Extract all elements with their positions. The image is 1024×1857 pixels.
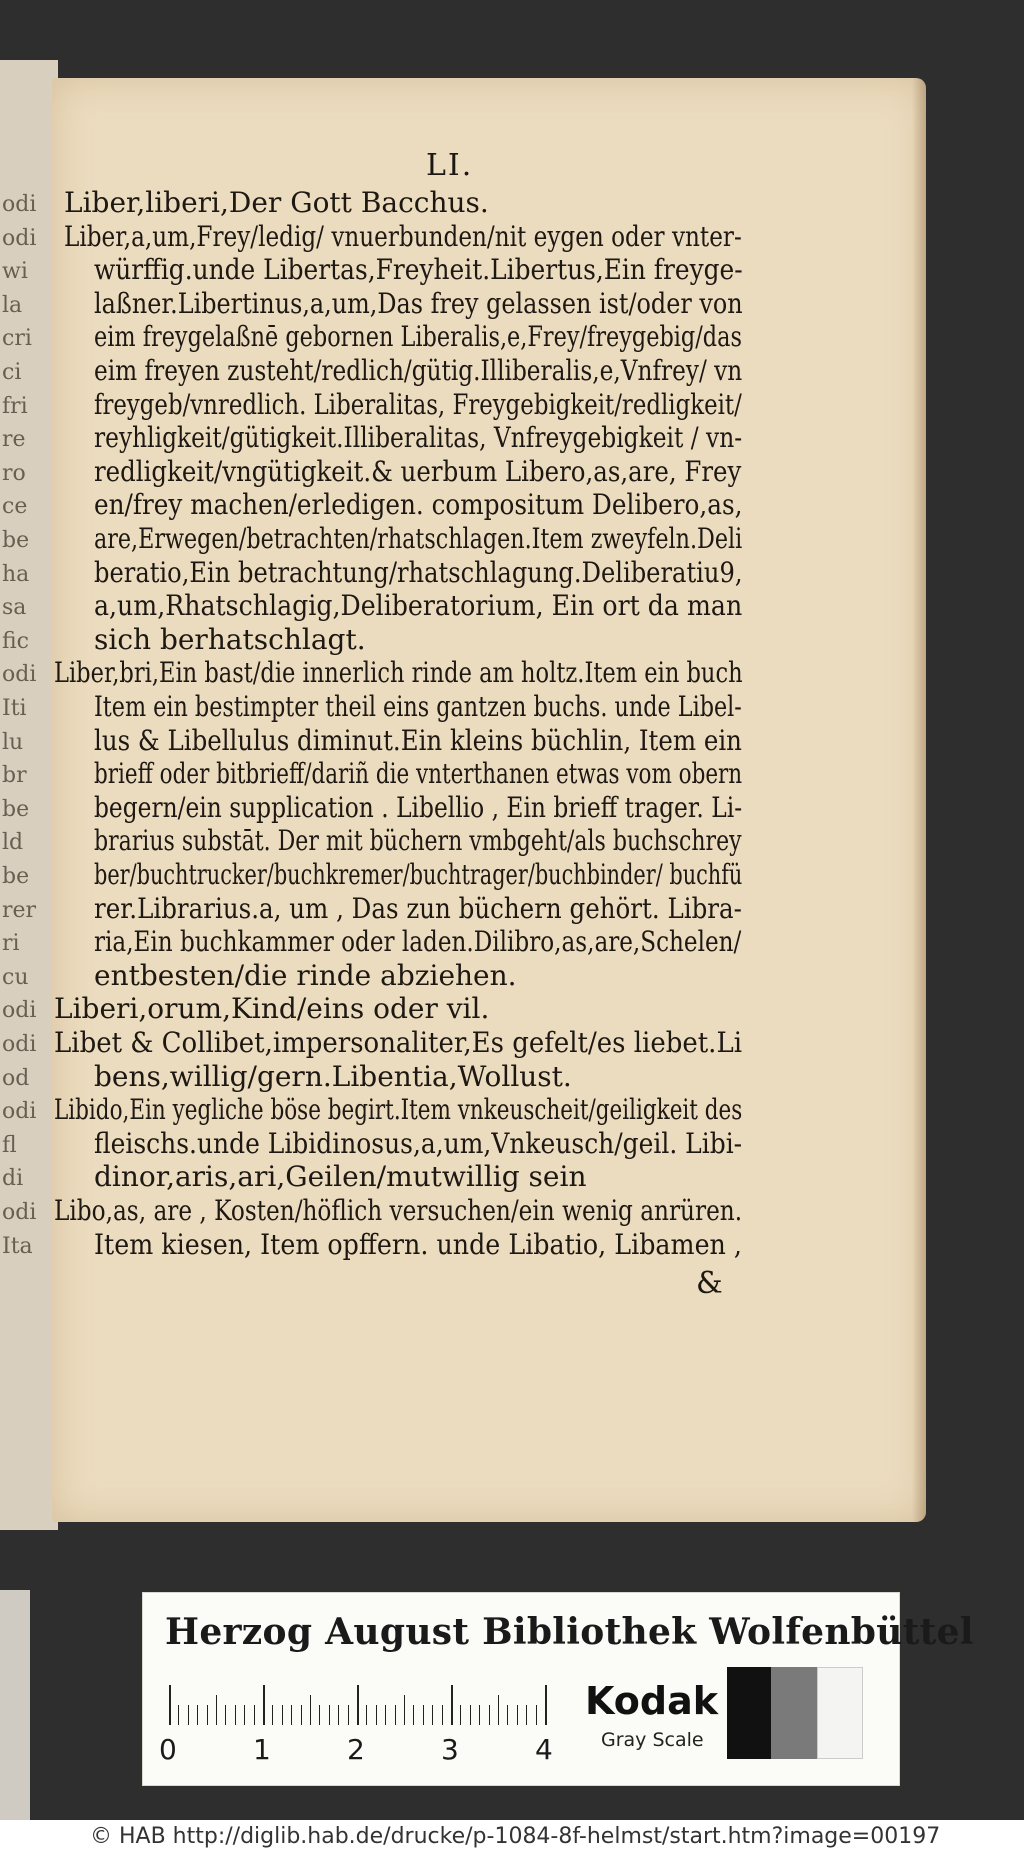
text-line: Item ein bestimpter theil eins gantzen buchs. unde Libel-: [94, 690, 742, 723]
ruler-tick: [282, 1705, 283, 1725]
text-line: laßner.Libertinus,a,um,Das frey gelassen ist/oder von: [94, 286, 743, 320]
text-line: Liber,liberi,Der Gott Bacchus.: [64, 186, 489, 219]
text-line: reyhligkeit/gütigkeit.Illiberalitas, Vnfreygebigkeit / vn-: [94, 421, 743, 455]
text-line: bens,willig/gern.Libentia,Wollust.: [94, 1059, 572, 1093]
ruler-tick: [395, 1705, 396, 1725]
text-line: ria,Ein buchkammer oder laden.Dilibro,as,are,Schelen/: [94, 925, 742, 959]
prev-page-fragment: br: [2, 763, 27, 789]
prev-page-fragment: cu: [2, 964, 29, 990]
text-line: lus & Libellulus diminut.Ein kleins büchlin, Item ein: [94, 723, 742, 757]
ruler-tick: [545, 1685, 547, 1725]
ruler-tick: [479, 1705, 480, 1725]
text-line: fleischs.unde Libidinosus,a,um,Vnkeusch/geil. Libi-: [94, 1126, 743, 1160]
ruler-number: 2: [347, 1733, 365, 1766]
ruler-tick: [197, 1705, 198, 1725]
ruler-tick: [169, 1685, 171, 1725]
previous-page-fragments: [0, 0, 52, 1580]
folio-number: LI.: [426, 148, 474, 183]
ruler-tick: [366, 1705, 367, 1725]
text-line: sich berhatschlagt.: [94, 622, 366, 656]
text-line: Liber,a,um,Frey/ledig/ vnuerbunden/nit eygen oder vnter-: [64, 219, 742, 253]
prev-page-fragment: Iti: [2, 696, 27, 721]
text-line: brarius substāt. Der mit büchern vmbgeht/als buchschrey: [94, 824, 742, 858]
ruler-tick: [188, 1705, 189, 1725]
prev-page-fragment: la: [2, 292, 23, 318]
text-line: begern/ein supplication . Libellio , Ein brieff trager. Li-: [94, 790, 743, 824]
text-line: ber/buchtrucker/buchkremer/buchtrager/buchbinder/ buchfü: [94, 858, 743, 891]
ruler-number: 4: [535, 1733, 553, 1766]
text-line: Item kiesen, Item opffern. unde Libatio, Libamen ,: [94, 1227, 742, 1261]
ruler-tick: [348, 1705, 349, 1725]
prev-page-fragment: be: [2, 864, 30, 889]
text-line: entbesten/die rinde abziehen.: [94, 958, 517, 992]
ruler-tick: [263, 1685, 265, 1725]
prev-page-fragment: odi: [2, 1099, 37, 1125]
prev-page-fragment: odi: [2, 1200, 37, 1225]
gray-swatch: [771, 1667, 817, 1759]
ruler-numbers: [159, 1733, 559, 1773]
ruler-tick: [413, 1705, 414, 1725]
book-page: [52, 78, 926, 1522]
ruler-tick: [310, 1695, 311, 1725]
color-calibration-target: [142, 1592, 974, 1786]
prev-page-fragment: fl: [2, 1132, 17, 1158]
text-line: würffig.unde Libertas,Freyheit.Libertus,Ein freyge-: [94, 253, 743, 287]
ruler-tick: [235, 1705, 236, 1725]
text-line: en/frey machen/erledigen. compositum Delibero,as,: [94, 488, 743, 522]
text-line: Libido,Ein yegliche böse begirt.Item vnkeuscheit/geiligkeit des: [54, 1093, 743, 1127]
ruler-tick: [376, 1705, 377, 1725]
ruler-tick: [301, 1705, 302, 1725]
text-line: eim freyen zusteht/redlich/gütig.Illiberalis,e,Vnfrey/ vn: [94, 354, 743, 387]
ruler-tick: [225, 1705, 226, 1725]
prev-page-fragment: odi: [2, 998, 37, 1024]
prev-page-fragment: re: [2, 427, 26, 453]
text-line: Libo,as, are , Kosten/höflich versuchen/ein wenig anrüren.: [54, 1194, 743, 1227]
footer-bar: [0, 1820, 1024, 1857]
prev-page-fragment: odi: [2, 1032, 37, 1057]
prev-page-fragment: odi: [2, 192, 37, 217]
ruler-tick: [291, 1705, 292, 1725]
prev-page-fragment: ld: [2, 830, 24, 856]
text-line: are,Erwegen/betrachten/rhatschlagen.Item zweyfeln.Deli: [94, 522, 743, 555]
prev-page-fragment: od: [2, 1065, 30, 1091]
prev-page-fragment: cri: [2, 326, 32, 352]
prev-page-fragment: Ita: [2, 1233, 33, 1259]
ruler-tick: [470, 1705, 471, 1725]
ruler-tick: [423, 1705, 424, 1725]
prev-page-fragment: lu: [2, 729, 24, 755]
black-swatch: [727, 1667, 771, 1759]
ruler-number: 0: [159, 1733, 177, 1766]
prev-page-fragment: be: [2, 796, 30, 822]
ruler-tick: [272, 1705, 273, 1725]
text-line: Liber,bri,Ein bast/die innerlich rinde am holtz.Item ein buch: [54, 656, 743, 690]
prev-page-fragment: be: [2, 528, 30, 553]
ruler-tick: [451, 1685, 453, 1725]
ruler-tick: [244, 1705, 245, 1725]
ruler-tick: [442, 1705, 443, 1725]
ruler-tick: [216, 1695, 217, 1725]
text-line: Libet & Collibet,impersonaliter,Es gefelt/es liebet.Li: [54, 1026, 743, 1059]
ruler-tick: [498, 1695, 499, 1725]
ruler-tick: [178, 1705, 179, 1725]
ruler-tick: [404, 1695, 405, 1725]
ruler-tick: [329, 1705, 330, 1725]
copyright-url: © HAB http://diglib.hab.de/drucke/p-1084-8f-helmst/start.htm?image=00197: [90, 1824, 941, 1849]
ruler-tick: [319, 1705, 320, 1725]
kodak-logo: Kodak: [585, 1679, 718, 1723]
ruler-tick: [517, 1705, 518, 1725]
ruler-scale: [169, 1685, 549, 1725]
ruler-tick: [489, 1705, 490, 1725]
page-curl-edge: [0, 1590, 30, 1820]
gray-scale-label: Gray Scale: [601, 1729, 704, 1751]
library-name: Herzog August Bibliothek Wolfenbüttel: [165, 1611, 974, 1653]
prev-page-fragment: odi: [2, 225, 37, 251]
prev-page-fragment: ci: [2, 360, 22, 385]
text-line: a,um,Rhatschlagig,Deliberatorium, Ein ort da man: [94, 589, 743, 623]
ruler-tick: [526, 1705, 527, 1725]
prev-page-fragment: di: [2, 1166, 24, 1192]
ruler-tick: [507, 1705, 508, 1725]
ruler-number: 3: [441, 1733, 459, 1766]
ruler-tick: [460, 1705, 461, 1725]
text-line: brieff oder bitbrieff/dariñ die vnterthanen etwas vom obern: [94, 757, 743, 791]
prev-page-fragment: ce: [2, 494, 28, 520]
prev-page-fragment: ha: [2, 561, 30, 587]
text-line: eim freygelaßnē gebornen Liberalis,e,Frey/freygebig/das: [94, 320, 742, 354]
prev-page-fragment: odi: [2, 662, 37, 688]
prev-page-fragment: ro: [2, 460, 26, 486]
text-line: dinor,aris,ari,Geilen/mutwillig sein: [94, 1160, 587, 1194]
ruler-tick: [338, 1705, 339, 1725]
prev-page-fragment: fri: [2, 393, 28, 419]
prev-page-fragment: sa: [2, 595, 27, 621]
text-line: beratio,Ein betrachtung/rhatschlagung.Deliberatiu9,: [94, 555, 743, 589]
text-line: Liberi,orum,Kind/eins oder vil.: [54, 992, 490, 1026]
ruler-tick: [385, 1705, 386, 1725]
prev-page-fragment: rer: [2, 897, 37, 923]
text-line: rer.Librarius.a, um , Das zun büchern gehört. Libra-: [94, 891, 742, 925]
ruler-tick: [207, 1705, 208, 1725]
text-line: freygeb/vnredlich. Liberalitas, Freygebigkeit/redligkeit/: [94, 387, 742, 421]
prev-page-fragment: wi: [2, 259, 28, 285]
text-line: redligkeit/vngütigkeit.& uerbum Libero,as,are, Frey: [94, 454, 742, 488]
prev-page-fragment: fic: [2, 628, 29, 654]
ruler-number: 1: [253, 1733, 271, 1766]
ruler-tick: [536, 1705, 537, 1725]
prev-page-fragment: ri: [2, 931, 20, 957]
ruler-tick: [357, 1685, 359, 1725]
catchword: &: [696, 1266, 723, 1301]
white-swatch: [817, 1667, 863, 1759]
ruler-tick: [254, 1705, 255, 1725]
ruler-tick: [432, 1705, 433, 1725]
